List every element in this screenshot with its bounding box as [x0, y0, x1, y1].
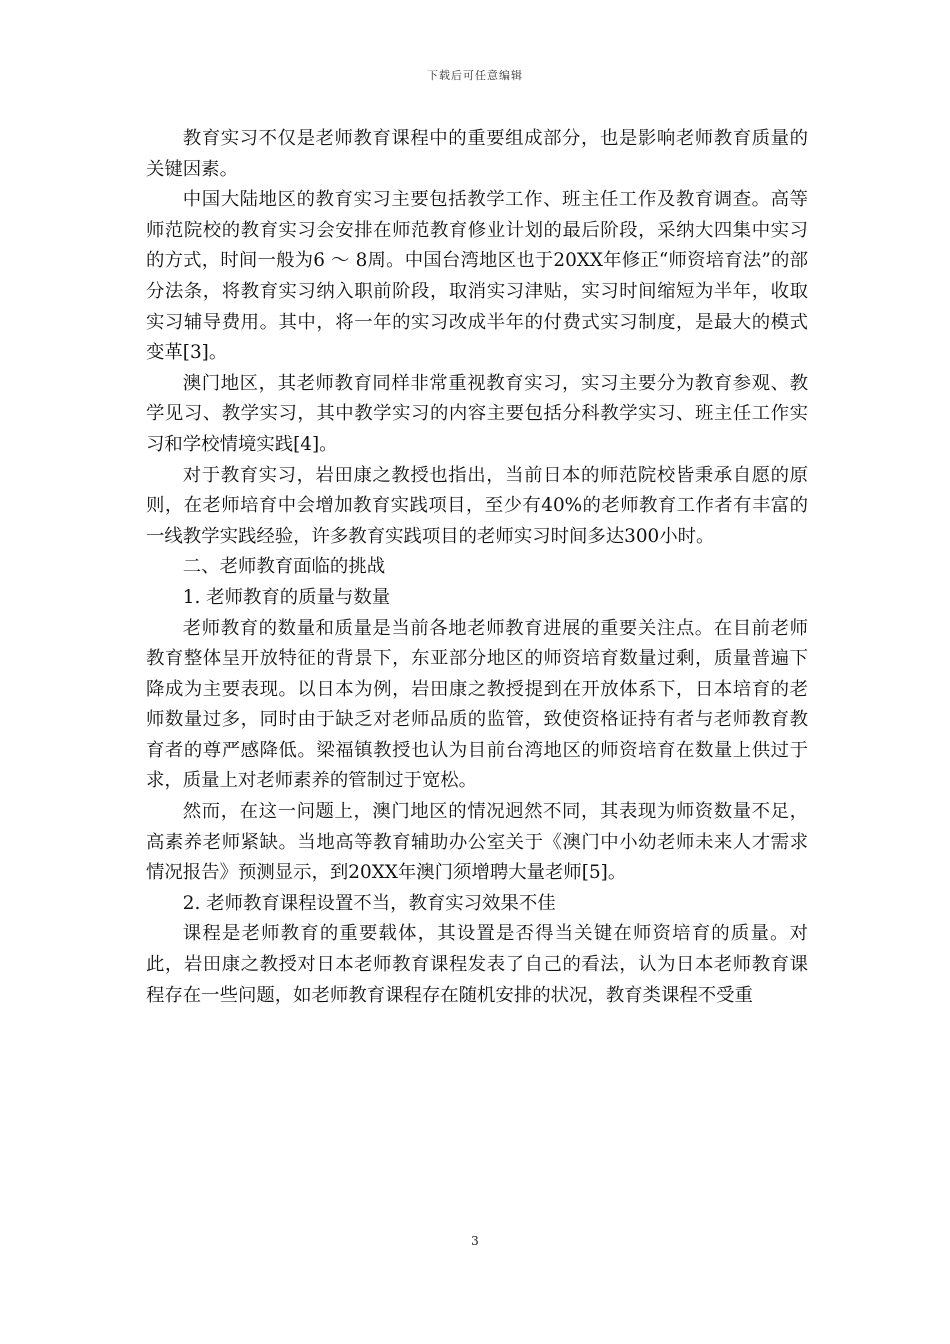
document-body [146, 124, 808, 1011]
paragraph-macau-practice: 澳门地区，其老师教育同样非常重视教育实习，实习主要分为教育参观、教学见习、教学实习，其中教学实习的内容主要包括分科教学实习、班主任工作实习和学校情境实践[4]。 [146, 372, 808, 455]
section-heading-challenges: 二、老师教育面临的挑战 [182, 556, 386, 578]
paragraph-mainland-taiwan-practice: 中国大陆地区的教育实习主要包括教学工作、班主任工作及教育调查。高等师范院校的教育实习会安排在师范教育修业计划的最后阶段，采纳大四集中实习的方式，时间一般为6 ～ 8周。中国台湾地区也于20XX年修正“师资培育法”的部分法条，将教育实习纳入职前阶段，取消实习津贴，实习时间缩短为半年，收取实习辅导费用。其中，将一年的实习改成半年的付费式实习制度，是最大的模式变革[3]。 [146, 189, 808, 364]
paragraph-japan-practice: 对于教育实习，岩田康之教授也指出，当前日本的师范院校皆秉承自愿的原则，在老师培育中会增加教育实践项目，至少有40%的老师教育工作者有丰富的一线教学实践经验，许多教育实践项目的老师实习时间多达300小时。 [146, 464, 808, 547]
subsection-heading-quality-quantity: 1. 老师教育的质量与数量 [182, 586, 391, 608]
page-header: 下载后可任意编辑 [427, 69, 523, 82]
subsection-heading-curriculum: 2. 老师教育课程设置不当，教育实习效果不佳 [182, 892, 556, 914]
paragraph-teaching-practice-intro: 教育实习不仅是老师教育课程中的重要组成部分，也是影响老师教育质量的关键因素。 [146, 128, 808, 180]
paragraph-quality-quantity: 老师教育的数量和质量是当前各地老师教育进展的重要关注点。在目前老师教育整体呈开放特征的背景下，东亚部分地区的师资培育数量过剩，质量普遍下降成为主要表现。以日本为例，岩田康之教授提到在开放体系下，日本培育的老师数量过多，同时由于缺乏对老师品质的监管，致使资格证持有者与老师教育教育者的尊严感降低。梁福镇教授也认为目前台湾地区的师资培育在数量上供过于求，质量上对老师素养的管制过于宽松。 [146, 617, 808, 792]
paragraph-macau-shortage: 然而，在这一问题上，澳门地区的情况迥然不同，其表现为师资数量不足，高素养老师紧缺。当地高等教育辅助办公室关于《澳门中小幼老师未来人才需求情况报告》预测显示，到20XX年澳门须增聘大量老师[5]。 [146, 801, 808, 884]
page-number: 3 [471, 1234, 479, 1248]
paragraph-curriculum: 课程是老师教育的重要载体，其设置是否得当关键在师资培育的质量。对此，岩田康之教授对日本老师教育课程发表了自己的看法，认为日本老师教育课程存在一些问题，如老师教育课程存在随机安排的状况，教育类课程不受重 [146, 923, 808, 1006]
